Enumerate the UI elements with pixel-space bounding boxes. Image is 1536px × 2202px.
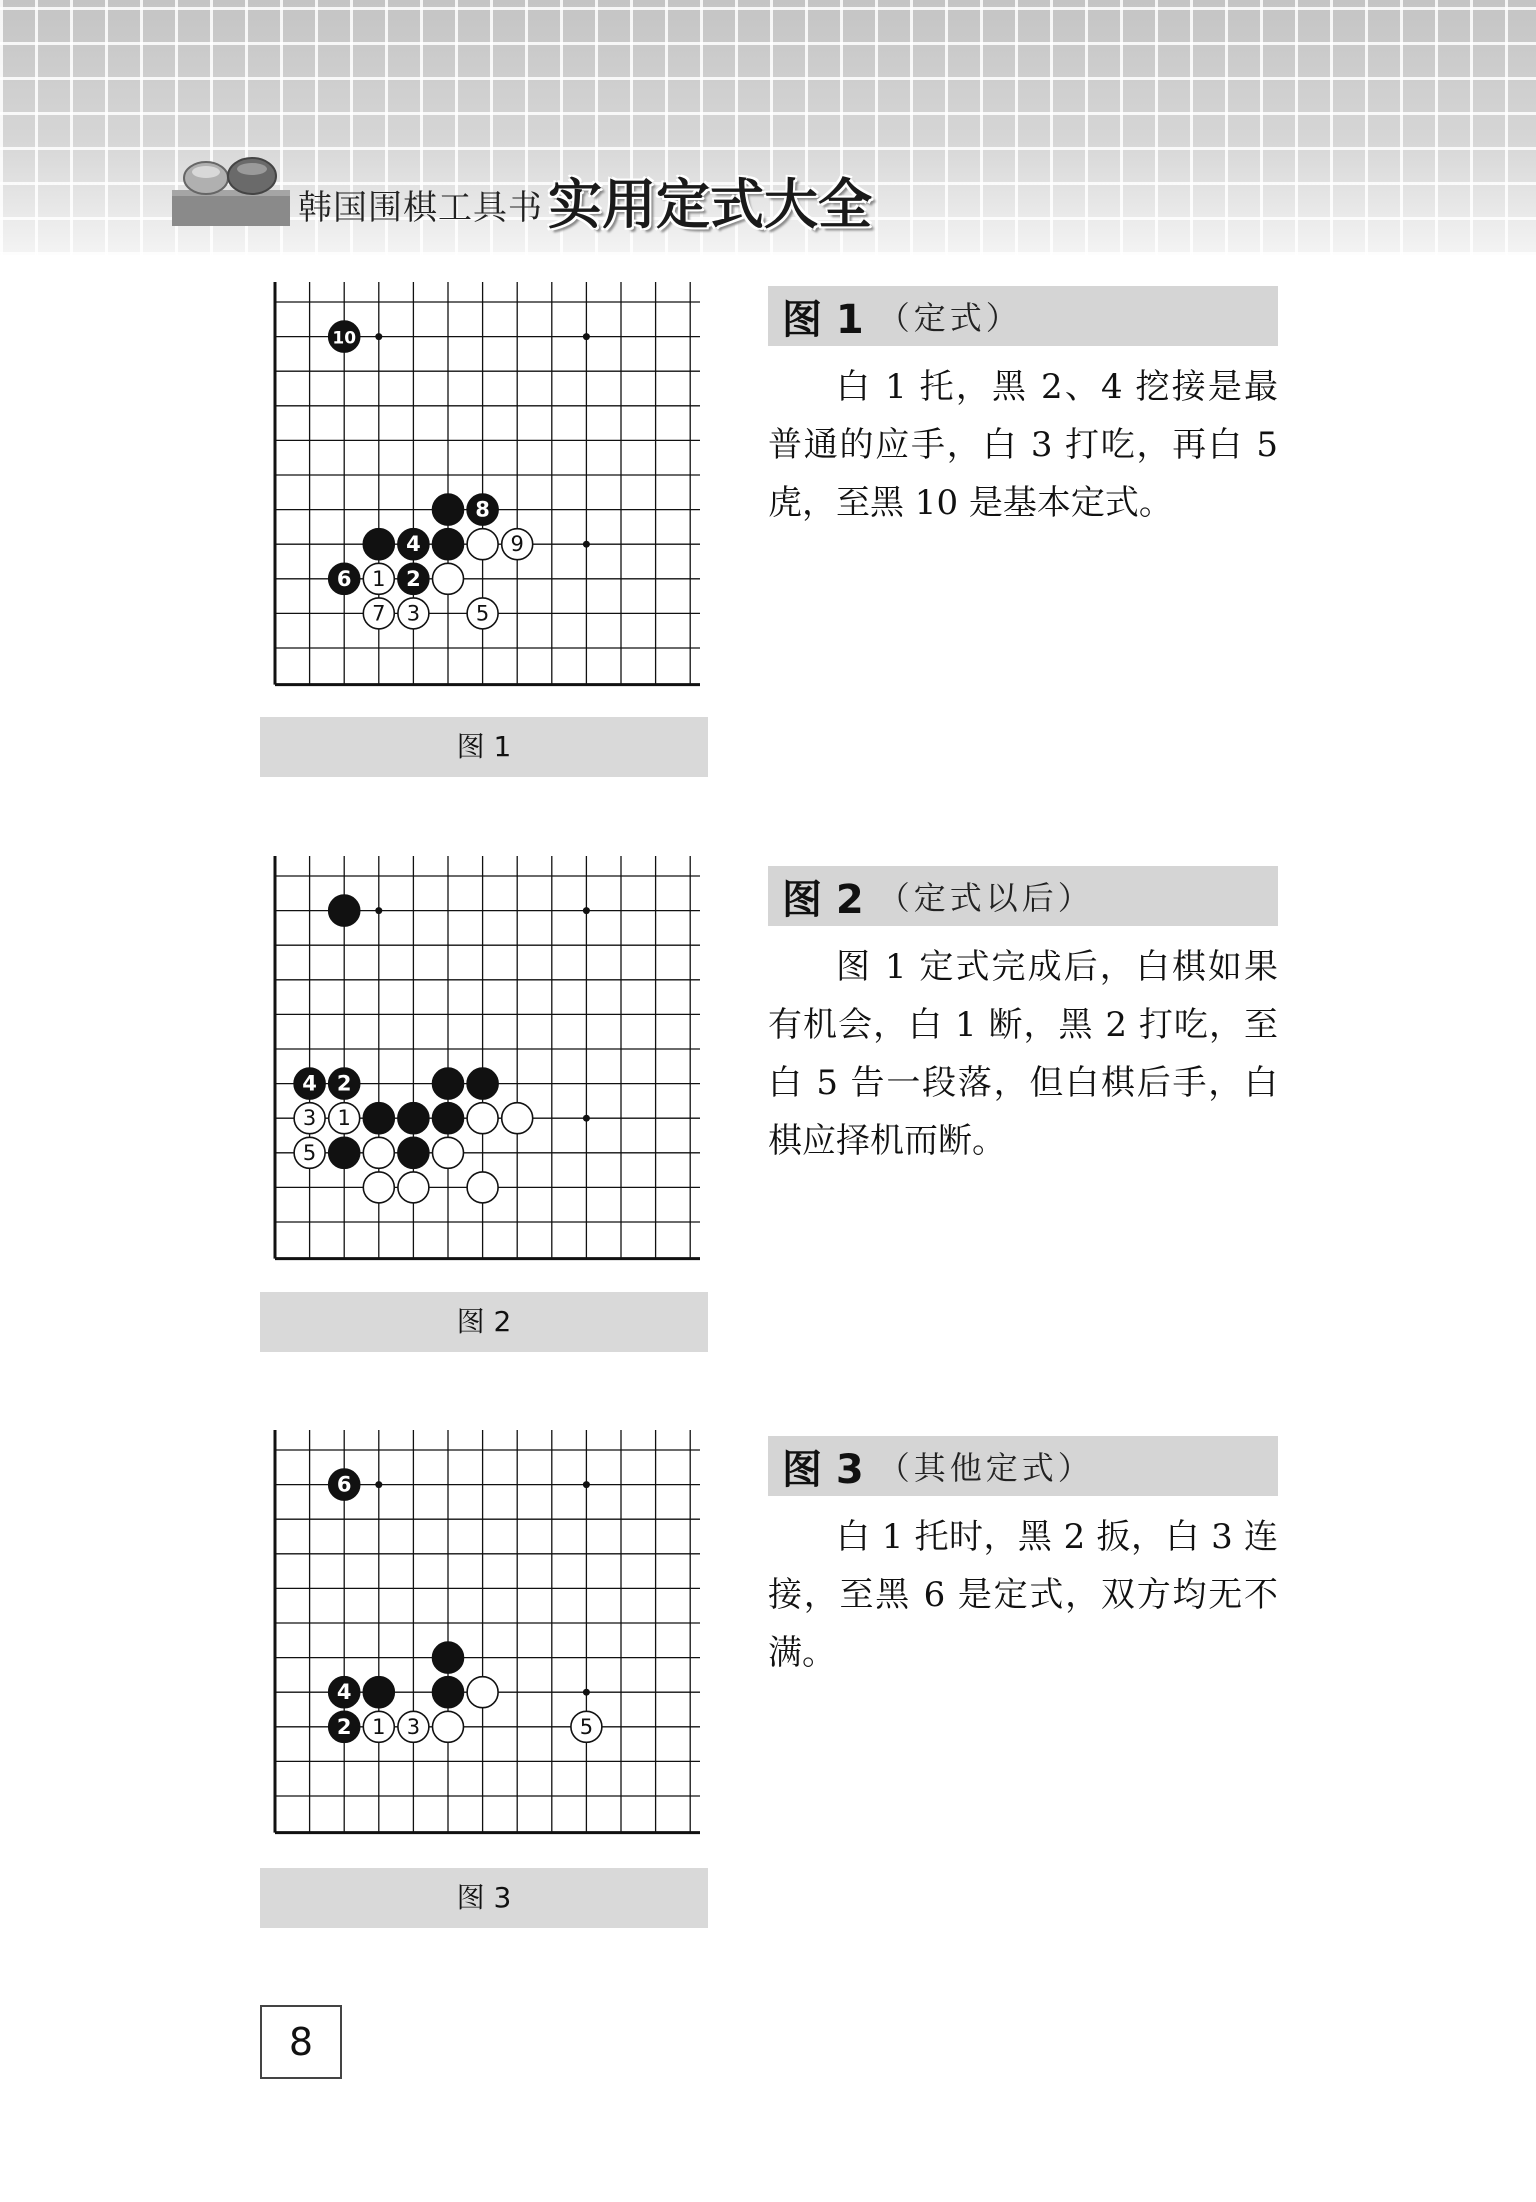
white-stone [433,1711,464,1742]
stone-move-number: 1 [372,1714,386,1739]
stone-move-number: 3 [406,601,421,626]
stone-move-number: 2 [336,1714,352,1739]
star-point [583,541,590,548]
black-stone [329,1137,360,1168]
figure-caption-2: 图 2 [260,1292,708,1352]
figure-title-bar-1 [768,286,1278,346]
black-stone [467,1068,498,1099]
white-stone [433,1137,464,1168]
white-stone [363,1137,394,1168]
black-stone [433,1068,464,1099]
stone-move-number: 3 [406,1714,421,1739]
black-stone [433,1642,464,1673]
black-stone [433,1677,464,1708]
go-board-figure-1 [260,282,710,712]
figure-caption-3: 图 3 [260,1868,708,1928]
black-stone [398,1137,429,1168]
stone-move-number: 5 [475,601,490,626]
figure-title-2: 图 2 [782,876,864,923]
black-stone [433,529,464,560]
stone-move-number: 6 [336,566,352,591]
stone-move-number: 7 [372,601,386,626]
black-stone [433,1103,464,1134]
figure-title-bar-2 [768,866,1278,926]
page-header [0,0,1536,255]
stone-move-number: 5 [302,1140,317,1165]
white-stone [363,1172,394,1203]
black-stone [329,895,360,926]
figure-text-3: 白 1 托时，黑 2 扳，白 3 连接，至黑 6 是定式，双方均无不满。 [768,1517,1278,1673]
figure-title-1: 图 1 [782,296,864,343]
white-stone [398,1172,429,1203]
figure-title-bar-3 [768,1436,1278,1496]
stone-move-number: 9 [510,532,524,557]
black-stone [363,529,394,560]
star-point [583,1689,590,1696]
figure-subtitle-1: （定式） [877,299,1022,337]
star-point [375,333,382,340]
black-stone [363,1103,394,1134]
black-stone [398,1103,429,1134]
star-point [583,333,590,340]
stone-move-number: 8 [475,497,490,522]
go-board-figure-2 [260,856,710,1286]
white-stone [433,563,464,594]
black-stone [363,1677,394,1708]
star-point [375,1481,382,1488]
figure-subtitle-2: （定式以后） [877,879,1094,917]
black-stone [433,494,464,525]
star-point [583,907,590,914]
stone-move-number: 5 [579,1714,594,1739]
figure-caption-1: 图 1 [260,717,708,777]
figure-text-2: 图 1 定式完成后，白棋如果有机会，白 1 断，黑 2 打吃，至白 5 告一段落，但白棋后手，白棋应择机而断。 [768,947,1278,1161]
white-stone [502,1103,533,1134]
figure-title-3: 图 3 [782,1446,864,1493]
go-board-figure-3 [260,1430,710,1860]
book-title: 实用定式大全 [548,172,872,236]
go-bowls-logo-icon [170,150,292,228]
stone-move-number: 2 [336,1071,352,1096]
white-stone [467,1172,498,1203]
star-point [583,1481,590,1488]
white-stone [467,529,498,560]
white-stone [467,1103,498,1134]
stone-move-number: 2 [406,566,421,591]
white-stone [467,1677,498,1708]
stone-move-number: 1 [337,1106,351,1131]
stone-move-number: 4 [336,1680,352,1705]
stone-move-number: 1 [372,566,386,591]
figure-subtitle-3: （其他定式） [877,1449,1094,1487]
star-point [583,1115,590,1122]
stone-move-number: 3 [302,1106,317,1131]
stone-move-number: 4 [406,532,421,557]
star-point [375,907,382,914]
figure-text-1: 白 1 托，黑 2、4 挖接是最普通的应手，白 3 打吃，再白 5 虎，至黑 10 是基本定式。 [768,367,1278,523]
page-number: 8 [260,2005,342,2079]
stone-move-number: 6 [336,1472,352,1497]
stone-move-number: 10 [332,328,357,349]
stone-move-number: 4 [302,1071,317,1096]
series-label: 韩国围棋工具书 [298,188,543,228]
